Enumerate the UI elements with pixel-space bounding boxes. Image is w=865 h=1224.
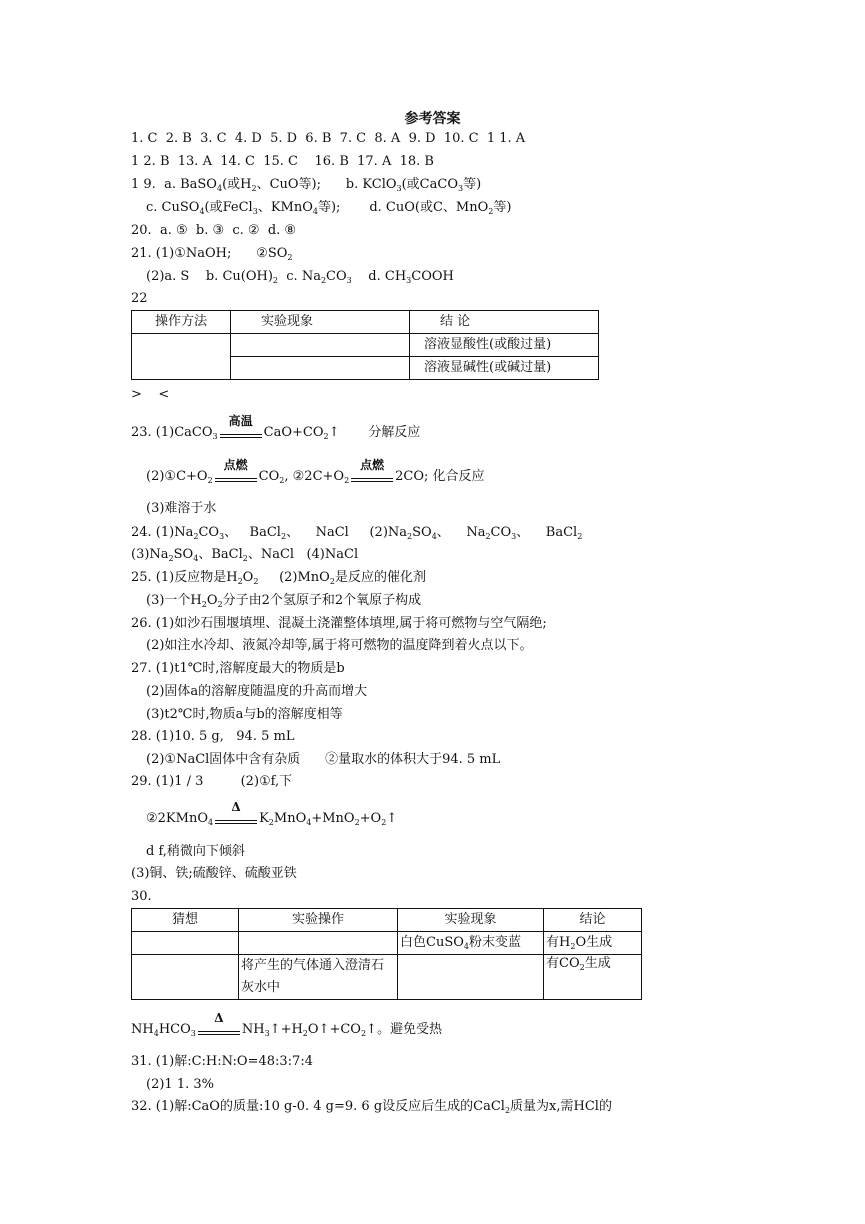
table-30-cell — [132, 932, 239, 955]
answer-23b: $(2)①C+O_2$ 点燃 $CO_2$, $②2C+O_2$ 点燃 2CO; 化合反应 — [146, 458, 485, 485]
table-30-cell — [132, 955, 239, 1000]
page-title: 参考答案 — [404, 111, 461, 127]
answer-21b: (2)a. S b. $Cu(OH)_2$ c. $Na_2CO_3$ d. $CH_3COOH$ — [146, 269, 454, 285]
answer-29d: (3)铜、铁;硫酸锌、硫酸亚铁 — [131, 866, 297, 881]
answer-19a: 1 9. a. BaSO$_4$(或$H_2$、CuO等); b. KClO$_3$(或CaCO$_3$等) — [131, 177, 482, 193]
table-22-header-phenomenon: 实验现象 — [231, 311, 410, 334]
answer-line-2: 1 2. B 13. A 14. C 15. C 16. B 17. A 18. B — [131, 154, 434, 169]
table-30-cell: 白色CuSO$_4$粉末变蓝 — [398, 932, 544, 955]
reaction-condition: 点燃 — [215, 468, 257, 486]
table-22-cell — [231, 334, 410, 357]
answer-26b: (2)如注水冷却、液氮冷却等,属于将可燃物的温度降到着火点以下。 — [146, 638, 533, 653]
reaction-condition: Δ — [215, 810, 257, 828]
answer-30b: $NH_4HCO_3$ Δ $NH_3↑+H_2O↑+CO_2↑$。避免受热 — [131, 1011, 442, 1038]
reaction-condition: Δ — [198, 1021, 240, 1039]
answer-29a: 29. (1)1 / 3 (2)①f,下 — [131, 774, 293, 789]
answer-22-label: 22 — [131, 291, 148, 306]
answer-31b: (2)1 1. 3% — [146, 1077, 214, 1092]
answer-28a: 28. (1)10. 5 g, 94. 5 mL — [131, 729, 295, 744]
reaction-condition: 高温 — [220, 424, 262, 442]
answer-27b: (2)固体a的溶解度随温度的升高而增大 — [146, 684, 368, 699]
answer-24a: 24. $(1)Na_2CO_3$、 BaCl$_2$、 NaCl $(2)Na_2SO_4$、 $Na_2CO_3$、 BaCl$_2$ — [131, 525, 583, 541]
table-30-cell: 有$CO_2$生成 — [544, 955, 642, 1000]
table-22-header-method: 操作方法 — [132, 311, 231, 334]
table-22-cell — [132, 334, 231, 380]
table-30-cell — [398, 955, 544, 1000]
table-30 — [131, 908, 642, 1000]
answer-24b: $(3)Na_2SO_4$、BaCl$_2$、NaCl (4)NaCl — [131, 547, 359, 563]
answer-25a: 25. (1)反应物是$H_2O_2$ (2)MnO$_2$是反应的催化剂 — [131, 570, 426, 586]
answer-27a: 27. (1)t1℃时,溶解度最大的物质是b — [131, 661, 345, 676]
answer-32: 32. (1)解:CaO的质量:10 g-0. 4 g=9. 6 g设反应后生成的CaCl$_2$质量为x,需HCl的 — [131, 1099, 612, 1115]
table-30-cell: 有$H_2O$生成 — [544, 932, 642, 955]
answer-30-label: 30. — [131, 889, 152, 904]
table-22-header-conclusion: 结 论 — [410, 311, 599, 334]
answer-21a: 21. (1)①NaOH; $②SO_2$ — [131, 246, 293, 262]
table-22-cell: 溶液显碱性(或碱过量) — [410, 357, 599, 380]
table-22 — [131, 310, 599, 380]
table-30-header-operation: 实验操作 — [239, 909, 398, 932]
answer-29b: ②2KMnO$_4$ Δ $K_2MnO_4+MnO_2+O_2↑$ — [146, 800, 398, 827]
answer-31a: 31. (1)解:C:H:N:O=48:3:7:4 — [131, 1054, 313, 1069]
answer-26a: 26. (1)如沙石围堰填埋、混凝土浇灌整体填埋,属于将可燃物与空气隔绝; — [131, 616, 547, 631]
table-30-header-guess: 猜想 — [132, 909, 239, 932]
reaction-condition: 点燃 — [351, 468, 393, 486]
answer-19c: c. CuSO$_4$(或FeCl$_3$、KMnO$_4$等); d. CuO(或C、MnO$_2$等) — [146, 200, 512, 216]
table-30-cell: 将产生的气体通入澄清石灰水中 — [239, 955, 398, 1000]
table-22-cell: 溶液显酸性(或酸过量) — [410, 334, 599, 357]
answer-22b: > < — [131, 387, 170, 402]
table-22-cell — [231, 357, 410, 380]
answer-29c: d f,稍微向下倾斜 — [146, 844, 245, 859]
answer-23c: (3)难溶于水 — [146, 501, 217, 516]
answer-25b: (3)一个$H_2O_2$分子由2个氢原子和2个氧原子构成 — [146, 593, 422, 609]
answer-27c: (3)t2℃时,物质a与b的溶解度相等 — [146, 707, 343, 722]
table-30-cell — [239, 932, 398, 955]
answer-20: 20. a. ⑤ b. ③ c. ② d. ⑧ — [131, 223, 297, 238]
table-30-header-phenomenon: 实验现象 — [398, 909, 544, 932]
answer-23a: 23. (1)CaCO$_3$ 高温 $CaO+CO_2↑$ 分解反应 — [131, 414, 421, 441]
answer-line-1: 1. C 2. B 3. C 4. D 5. D 6. B 7. C 8. A 9. D 10. C 1 1. A — [131, 131, 526, 146]
answer-28b: (2)①NaCl固体中含有杂质 ②量取水的体积大于94. 5 mL — [146, 752, 501, 767]
table-30-header-conclusion: 结论 — [544, 909, 642, 932]
